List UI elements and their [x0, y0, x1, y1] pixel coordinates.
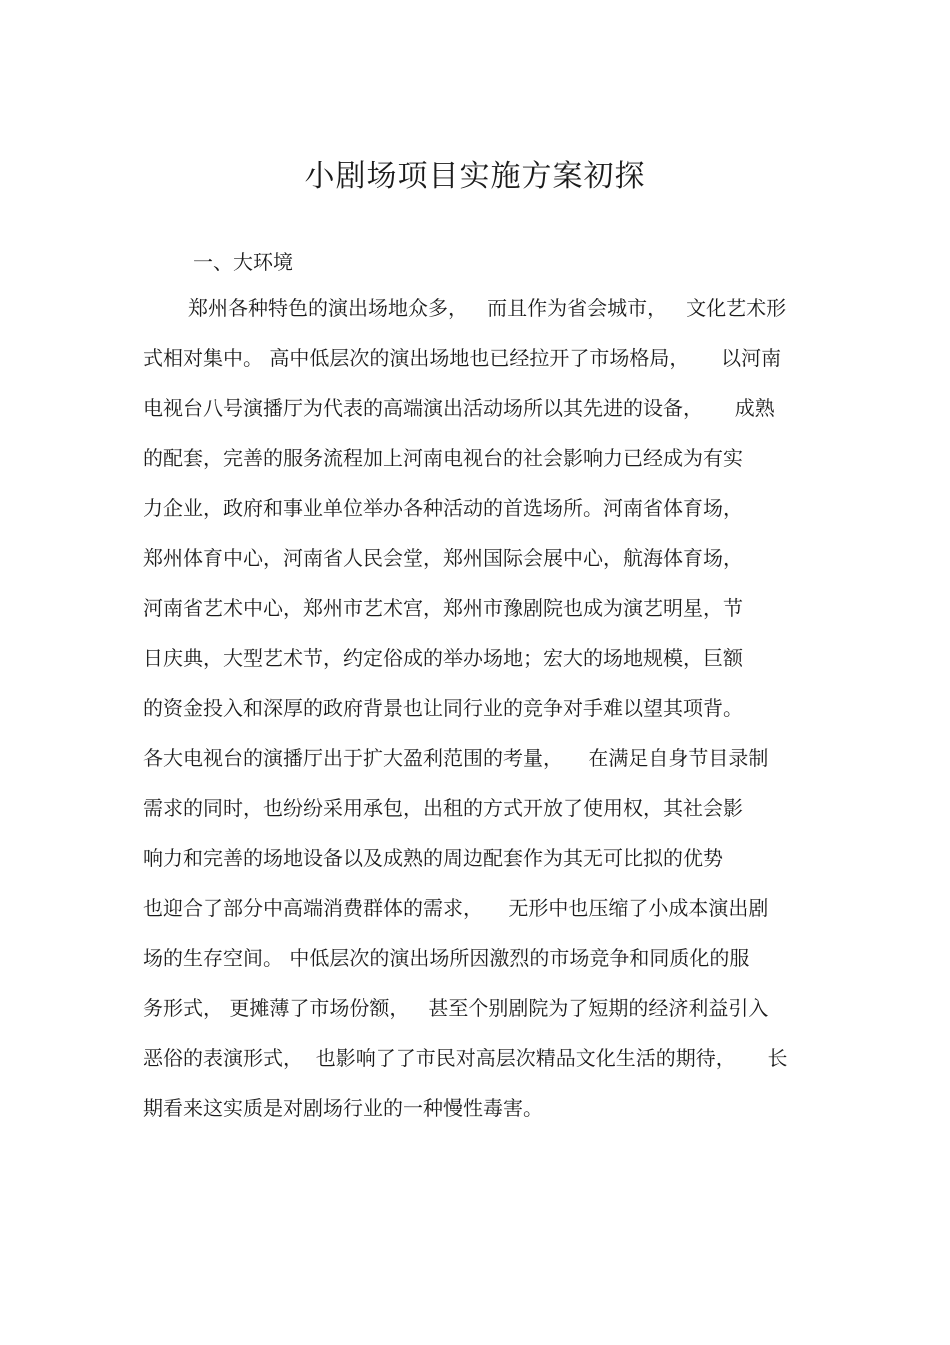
body-line: 期看来这实质是对剧场行业的一种慢性毒害。 — [143, 1096, 543, 1120]
section-heading: 一、大环境 — [193, 250, 293, 274]
body-line: 恶俗的表演形式， 也影响了了市民对高层次精品文化生活的期待， 长 — [143, 1046, 788, 1070]
body-line: 电视台八号演播厅为代表的高端演出活动场所以其先进的设备， 成熟 — [143, 396, 775, 420]
body-line: 式相对集中。 高中低层次的演出场地也已经拉开了市场格局， 以河南 — [143, 346, 782, 370]
body-line: 的资金投入和深厚的政府背景也让同行业的竞争对手难以望其项背。 — [143, 696, 743, 720]
body-line: 郑州体育中心，河南省人民会堂，郑州国际会展中心，航海体育场， — [143, 546, 743, 570]
body-line: 力企业，政府和事业单位举办各种活动的首选场所。河南省体育场， — [143, 496, 743, 520]
body-line: 郑州各种特色的演出场地众多， 而且作为省会城市， 文化艺术形 — [188, 296, 787, 320]
body-line: 河南省艺术中心，郑州市艺术宫，郑州市豫剧院也成为演艺明星，节 — [143, 596, 743, 620]
body-line: 的配套，完善的服务流程加上河南电视台的社会影响力已经成为有实 — [143, 446, 743, 470]
body-line: 各大电视台的演播厅出于扩大盈利范围的考量， 在满足自身节目录制 — [143, 746, 769, 770]
document-title: 小剧场项目实施方案初探 — [304, 159, 646, 194]
body-line: 需求的同时，也纷纷采用承包，出租的方式开放了使用权，其社会影 — [143, 796, 743, 820]
body-line: 响力和完善的场地设备以及成熟的周边配套作为其无可比拟的优势 — [143, 846, 723, 870]
body-line: 务形式， 更摊薄了市场份额， 甚至个别剧院为了短期的经济利益引入 — [143, 996, 769, 1020]
body-line: 日庆典，大型艺术节，约定俗成的举办场地；宏大的场地规模，巨额 — [143, 646, 743, 670]
body-paragraph — [143, 288, 813, 1138]
body-line: 也迎合了部分中高端消费群体的需求， 无形中也压缩了小成本演出剧 — [143, 896, 769, 920]
body-line: 场的生存空间。 中低层次的演出场所因激烈的市场竞争和同质化的服 — [143, 946, 750, 970]
